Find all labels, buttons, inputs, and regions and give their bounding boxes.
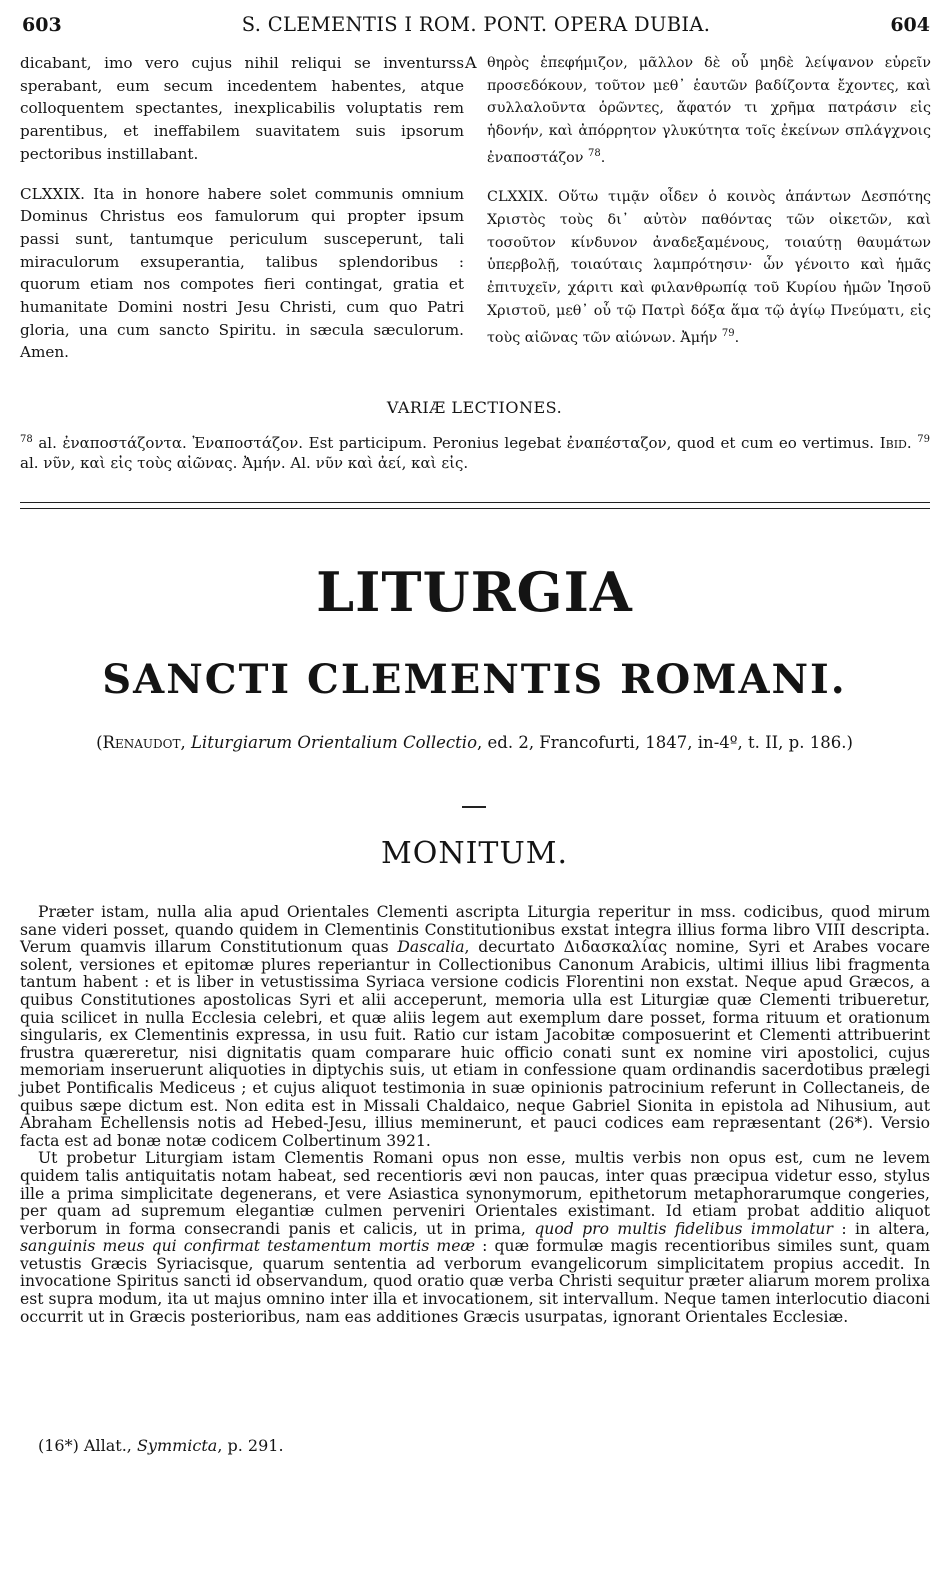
separator-dash (462, 806, 486, 808)
footnote (38, 1436, 284, 1455)
footnote-rest: , p. 291. (217, 1436, 284, 1455)
source-rest: , ed. 2, Francofurti, 1847, in-4º, t. II, p. 186.) (477, 733, 853, 752)
variae-heading: VARIÆ LECTIONES. (386, 398, 563, 417)
greek-paragraph-1: θηρὸς ἐπεφήμιζον, μᾶλλον δὲ οὗ μηδὲ λείψανον εὑρεῖν προσεδόκουν, τοῦτον μεθ᾽ ἑαυτῶν βαδίζοντα ἔχοντες, καὶ συλλαλοῦντα ὁρῶντες, ἄφατόν τι χρῆμα πατράσιν εἰς ἡδονήν, καὶ ἀπόρρητον γλυκύτητα τοῖς ἐκείνων σπλάγχνοις ἐναποστάζον $^{78}$. (487, 55, 931, 166)
divider-rule-top (20, 502, 930, 503)
source-sep: , (180, 733, 191, 752)
latin-paragraph-2: CLXXIX. Ita in honore habere solet communis omnium Dominus Christus eos famulorum qui propter ipsum passi sunt, tantumque periculum susceperunt, tali miraculorum exsuperantia, talibus splendoribus : quorum etiam nos compotes fieri contingat, gratia et humanitate Domini nostri Jesu Christi, cum quo Patri gloria, una cum sancto Spiritu. in sæcula sæculorum. Amen. (20, 184, 464, 362)
source-open: ( (96, 733, 103, 752)
latin-column (20, 52, 464, 364)
note-ref-78: 78 (587, 147, 601, 159)
page-number-left: 603 (22, 14, 62, 36)
body-p2-i2: sanguinis meus qui confirmat testamentum mortis meæ (20, 1237, 476, 1256)
footnote-mark: (16*) Allat., (38, 1436, 137, 1455)
source-work: Liturgiarum Orientalium Collectio (190, 733, 478, 752)
greek-text-2: CLXXIX. Οὕτω τιμᾷν οἶδεν ὁ κοινὸς ἁπάντων Δεσπότης Χριστὸς τοὺς δι᾽ αὐτὸν παθόντας τῶν οἰκετῶν, καὶ τοσοῦτον κίνδυνον ἀναδεξαμένους, τοιαύτῃ θαυμάτων ὑπερβολῇ, τοιαύταις λαμπρότησιν· ὧν γένοιτο καὶ ἡμᾶς ἐπιτυχεῖν, χάριτι καὶ φιλανθρωπίᾳ τοῦ Κυρίου ἡμῶν Ἰησοῦ Χριστοῦ, μεθ᾽ οὗ τῷ Πατρὶ δόξα ἅμα τῷ ἁγίῳ Πνεύματι, εἰς τοὺς αἰῶνας τῶν αἰώνων. Ἀμήν (487, 189, 931, 346)
page-header (22, 8, 930, 38)
note-num-79: 79 (917, 434, 930, 445)
sub-title: SANCTI CLEMENTIS ROMANI. (102, 656, 847, 703)
body-paragraph-1 (20, 904, 930, 1150)
note-ref-79: 79 (721, 327, 735, 339)
greek-paragraph-2: CLXXIX. Οὕτω τιμᾷν οἶδεν ὁ κοινὸς ἁπάντων Δεσπότης Χριστὸς τοὺς δι᾽ αὐτὸν παθόντας τῶν οἰκετῶν, καὶ τοσοῦτον κίνδυνον ἀναδεξαμένους, τοιαύτῃ θαυμάτων ὑπερβολῇ, τοιαύταις λαμπρότησιν· ὧν γένοιτο καὶ ἡμᾶς ἐπιτυχεῖν, χάριτι καὶ φιλανθρωπίᾳ τοῦ Κυρίου ἡμῶν Ἰησοῦ Χριστοῦ, μεθ᾽ οὗ τῷ Πατρὶ δόξα ἅμα τῷ ἁγίῳ Πνεύματι, εἰς τοὺς αἰῶνας τῶν αἰώνων. Ἀμήν $^{79}$. (487, 189, 931, 346)
body-p1-b: , decurtato Διδασκαλίας nomine, Syri et Arabes vocare solent, versiones et epitomæ plures reperiantur in Collectionibus Canonum Arabicis, ultimi illius libi fragmenta tantum habent : et is liber in vetustissima Syriaca versione codicis Florentini non exstat. Neque apud Græcos, a quibus Constitutiones apostolicas Syri et alii acceperunt, memoria ulla est Liturgiæ quæ Clementi tribueretur, quia scilicet in nulla Ecclesia celebri, et quæ aliis legem aut exemplum dare posset, forma rituum et orationum singularis, ex Clementinis expressa, in usu fuit. Ratio cur istam Jacobitæ composuerint et Clementi attribuerint frustra quæreretur, nisi dignitatis quam comparare huic officio conati sunt ex nomine viri apostolici, cujus memoriam inseruerunt aliquoties in diptychis suis, ut etiam in confessione quam ordinandis sacerdotibus prælegi jubet Pontificalis Mediceus ; et cujus aliquot testimonia in suæ opinionis patrocinium referunt in Collectaneis, de quibus sæpe dictum est. Non edita est in Missali Chaldaico, neque Gabriel Sionita in epistola ad Nihusium, aut Abraham Echellensis notis ad Hebed-Jesu, illius meminerunt, et pauci codices eam repræsentant (26*). Versio facta est ad bonæ notæ codicem Colbertinum 3921. (20, 938, 930, 1150)
running-title: S. CLEMENTIS I ROM. PONT. OPERA DUBIA. (241, 13, 711, 36)
note-79-text: al. νῦν, καὶ εἰς τοὺς αἰῶνας. Ἀμήν. Al. νῦν καὶ ἀεί, καὶ εἰς. (20, 454, 469, 472)
body-p1-a: Præter istam, nulla alia apud Orientales Clementi ascripta Liturgia reperitur in mss. codicibus, quod mirum sane videri posset, quando quidem in Clementinis Constitutionibus exstat integra illius forma libro VIII descripta. Verum quamvis illarum Constitutionum quas (20, 903, 930, 957)
footnote-work: Symmicta (136, 1436, 218, 1455)
greek-column (487, 52, 931, 349)
divider-rule-bottom (20, 508, 930, 509)
body-p2-i1: quod pro multis fidelibus immolatur (534, 1219, 833, 1238)
variae-notes (20, 430, 930, 473)
ibid-label: Ibid. (879, 434, 912, 452)
body-paragraph-2 (20, 1150, 930, 1326)
note-78-text: al. ἐναποστάζοντα. Ἐναποστάζον. Est participum. Peronius legebat ἐναπέσταζον, quod et cum eo vertimus. (38, 434, 875, 452)
body-p2-c: : quæ formulæ magis recentioribus similes sunt, quam vetustis Græcis Syriacisque, quarum sententia ad verborum evangelicorum simplicitatem propius accedit. In invocatione Spiritus sancti id observandum, quod oratio quæ verba Christi sequitur præter aliarum morem prolixa est supra modum, ita ut majus omnino inter illa et invocationem, sit intervallum. Neque tamen interlocutio diaconi occurrit ut in Græcis posterioribus, nam eas additiones Græcis usurpatas, ignorant Orientales Ecclesiæ. (20, 1237, 931, 1326)
source-author: Renaudot (102, 733, 181, 752)
source-citation (0, 733, 949, 752)
main-title: LITURGIA (316, 560, 633, 624)
greek-text-1: θηρὸς ἐπεφήμιζον, μᾶλλον δὲ οὗ μηδὲ λείψανον εὑρεῖν προσεδόκουν, τοῦτον μεθ᾽ ἑαυτῶν βαδίζοντα ἔχοντες, καὶ συλλαλοῦντα ὁρῶντες, ἄφατόν τι χρῆμα πατράσιν εἰς ἡδονήν, καὶ ἀπόρρητον γλυκύτητα τοῖς ἐκείνων σπλάγχνοις ἐναποστάζον (487, 55, 931, 166)
body-p2-a: Ut probetur Liturgiam istam Clementis Romani opus non esse, multis verbis non opus est, cum ne levem quidem talis antiquitatis notam habeat, sed recentioris ævi non paucas, inter quas præcipua videtur esso, stylus ille a prima simplicitate degenerans, et vere Asiastica synonymorum, epithetorum metaphorarumque congeries, per quam ad supremum elegantiæ culmen perveniri Orientales existimant. Id etiam probat additio aliquot verborum in forma consecrandi panis et calicis, ut in prima, (20, 1149, 930, 1238)
page-number-right: 604 (890, 14, 930, 36)
body-p2-b: : in altera, (832, 1219, 930, 1238)
body-p1-dascalia: Dascalia (397, 938, 465, 957)
monitum-body (20, 904, 930, 1326)
latin-paragraph-1: dicabant, imo vero cujus nihil reliqui se inventurss sperabant, eum secum incedentem habentes, atque colloquentem spectantes, inexplicabilis voluptatis rem parentibus, et ineffabilem suavitatem suis ipsorum pectoribus instillabant. (20, 54, 464, 163)
monitum-heading: MONITUM. (381, 836, 568, 871)
column-marker: A (465, 53, 477, 72)
note-num-78: 78 (20, 434, 33, 445)
